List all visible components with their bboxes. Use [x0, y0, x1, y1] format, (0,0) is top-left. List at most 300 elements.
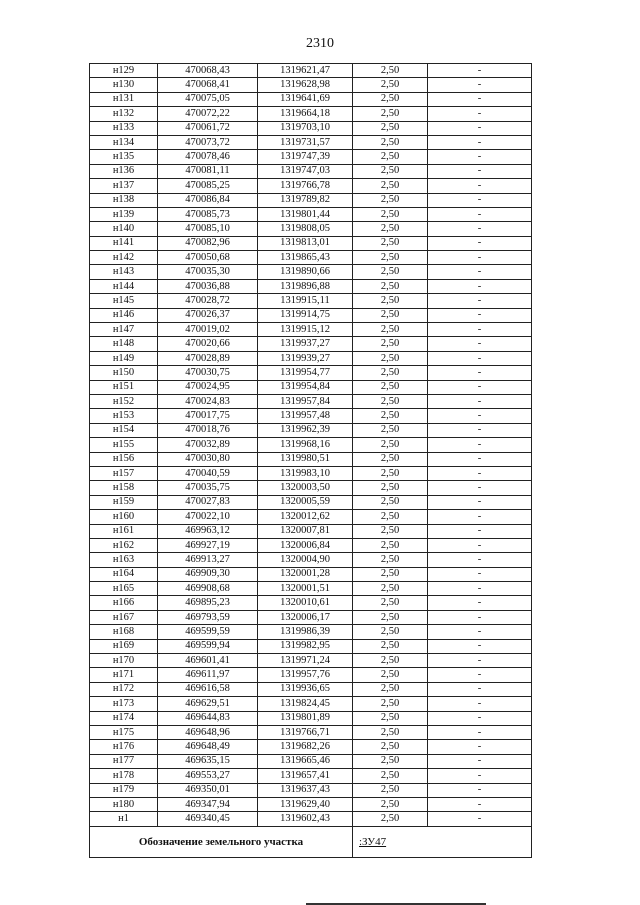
point-number-cell: н140: [90, 222, 158, 236]
table-row: [90, 769, 532, 783]
description-cell: -: [428, 582, 532, 596]
accuracy-cell: 2,50: [353, 711, 428, 725]
point-number-cell: н160: [90, 510, 158, 524]
y-coordinate-cell: 1319936,65: [258, 682, 353, 696]
y-coordinate-cell: 1319957,48: [258, 409, 353, 423]
description-cell: -: [428, 639, 532, 653]
table-row: [90, 294, 532, 308]
table-row: [90, 308, 532, 322]
description-cell: -: [428, 107, 532, 121]
x-coordinate-cell: 470072,22: [158, 107, 258, 121]
description-cell: -: [428, 797, 532, 811]
table-row: [90, 582, 532, 596]
accuracy-cell: 2,50: [353, 769, 428, 783]
x-coordinate-cell: 469635,15: [158, 754, 258, 768]
accuracy-cell: 2,50: [353, 524, 428, 538]
accuracy-cell: 2,50: [353, 423, 428, 437]
point-number-cell: н162: [90, 538, 158, 552]
y-coordinate-cell: 1319747,39: [258, 150, 353, 164]
y-coordinate-cell: 1320005,59: [258, 495, 353, 509]
table-row: [90, 438, 532, 452]
y-coordinate-cell: 1319682,26: [258, 740, 353, 754]
x-coordinate-cell: 470017,75: [158, 409, 258, 423]
table-row: [90, 725, 532, 739]
point-number-cell: н153: [90, 409, 158, 423]
y-coordinate-cell: 1319801,89: [258, 711, 353, 725]
description-cell: -: [428, 538, 532, 552]
accuracy-cell: 2,50: [353, 654, 428, 668]
y-coordinate-cell: 1319703,10: [258, 121, 353, 135]
x-coordinate-cell: 470040,59: [158, 466, 258, 480]
description-cell: -: [428, 323, 532, 337]
table-row: [90, 553, 532, 567]
accuracy-cell: 2,50: [353, 452, 428, 466]
x-coordinate-cell: 469601,41: [158, 654, 258, 668]
accuracy-cell: 2,50: [353, 107, 428, 121]
x-coordinate-cell: 470085,25: [158, 179, 258, 193]
y-coordinate-cell: 1320006,17: [258, 610, 353, 624]
description-cell: -: [428, 769, 532, 783]
accuracy-cell: 2,50: [353, 725, 428, 739]
table-row: [90, 135, 532, 149]
y-coordinate-cell: 1319602,43: [258, 812, 353, 826]
description-cell: -: [428, 510, 532, 524]
x-coordinate-cell: 470086,84: [158, 193, 258, 207]
point-number-cell: н163: [90, 553, 158, 567]
accuracy-cell: 2,50: [353, 236, 428, 250]
x-coordinate-cell: 469793,59: [158, 610, 258, 624]
accuracy-cell: 2,50: [353, 78, 428, 92]
point-number-cell: н172: [90, 682, 158, 696]
y-coordinate-cell: 1319914,75: [258, 308, 353, 322]
x-coordinate-cell: 469648,96: [158, 725, 258, 739]
accuracy-cell: 2,50: [353, 164, 428, 178]
description-cell: -: [428, 711, 532, 725]
point-number-cell: н130: [90, 78, 158, 92]
y-coordinate-cell: 1319968,16: [258, 438, 353, 452]
y-coordinate-cell: 1319641,69: [258, 92, 353, 106]
x-coordinate-cell: 470073,72: [158, 135, 258, 149]
point-number-cell: н178: [90, 769, 158, 783]
x-coordinate-cell: 470068,43: [158, 64, 258, 78]
accuracy-cell: 2,50: [353, 754, 428, 768]
description-cell: -: [428, 725, 532, 739]
table-row: [90, 423, 532, 437]
table-row: [90, 466, 532, 480]
y-coordinate-cell: 1319789,82: [258, 193, 353, 207]
accuracy-cell: 2,50: [353, 279, 428, 293]
point-number-cell: н129: [90, 64, 158, 78]
point-number-cell: н179: [90, 783, 158, 797]
coordinates-table: [89, 63, 532, 858]
point-number-cell: н170: [90, 654, 158, 668]
accuracy-cell: 2,50: [353, 265, 428, 279]
description-cell: -: [428, 121, 532, 135]
point-number-cell: н143: [90, 265, 158, 279]
accuracy-cell: 2,50: [353, 553, 428, 567]
point-number-cell: н131: [90, 92, 158, 106]
point-number-cell: н155: [90, 438, 158, 452]
table-row: [90, 610, 532, 624]
point-number-cell: н139: [90, 207, 158, 221]
point-number-cell: н152: [90, 394, 158, 408]
table-row: [90, 409, 532, 423]
point-number-cell: н167: [90, 610, 158, 624]
point-number-cell: н159: [90, 495, 158, 509]
x-coordinate-cell: 470050,68: [158, 251, 258, 265]
y-coordinate-cell: 1319865,43: [258, 251, 353, 265]
description-cell: -: [428, 380, 532, 394]
description-cell: -: [428, 553, 532, 567]
description-cell: -: [428, 754, 532, 768]
x-coordinate-cell: 470030,75: [158, 366, 258, 380]
description-cell: -: [428, 308, 532, 322]
accuracy-cell: 2,50: [353, 438, 428, 452]
accuracy-cell: 2,50: [353, 682, 428, 696]
y-coordinate-cell: 1319954,84: [258, 380, 353, 394]
table-row: [90, 150, 532, 164]
x-coordinate-cell: 469599,94: [158, 639, 258, 653]
point-number-cell: н146: [90, 308, 158, 322]
accuracy-cell: 2,50: [353, 337, 428, 351]
x-coordinate-cell: 470035,30: [158, 265, 258, 279]
table-row: [90, 797, 532, 811]
x-coordinate-cell: 470036,88: [158, 279, 258, 293]
accuracy-cell: 2,50: [353, 625, 428, 639]
table-row: [90, 596, 532, 610]
description-cell: -: [428, 409, 532, 423]
y-coordinate-cell: 1320010,61: [258, 596, 353, 610]
land-plot-row: [90, 826, 532, 857]
accuracy-cell: 2,50: [353, 797, 428, 811]
point-number-cell: н173: [90, 697, 158, 711]
accuracy-cell: 2,50: [353, 466, 428, 480]
accuracy-cell: 2,50: [353, 510, 428, 524]
y-coordinate-cell: 1319962,39: [258, 423, 353, 437]
description-cell: -: [428, 697, 532, 711]
x-coordinate-cell: 470068,41: [158, 78, 258, 92]
table-row: [90, 78, 532, 92]
y-coordinate-cell: 1319957,76: [258, 668, 353, 682]
description-cell: -: [428, 567, 532, 581]
point-number-cell: н135: [90, 150, 158, 164]
coordinates-table-body: [90, 64, 532, 827]
x-coordinate-cell: 469909,30: [158, 567, 258, 581]
x-coordinate-cell: 470078,46: [158, 150, 258, 164]
y-coordinate-cell: 1320012,62: [258, 510, 353, 524]
description-cell: -: [428, 495, 532, 509]
point-number-cell: н134: [90, 135, 158, 149]
accuracy-cell: 2,50: [353, 610, 428, 624]
y-coordinate-cell: 1320006,84: [258, 538, 353, 552]
description-cell: -: [428, 668, 532, 682]
table-row: [90, 193, 532, 207]
x-coordinate-cell: 470022,10: [158, 510, 258, 524]
description-cell: -: [428, 625, 532, 639]
y-coordinate-cell: 1319813,01: [258, 236, 353, 250]
table-row: [90, 654, 532, 668]
point-number-cell: н154: [90, 423, 158, 437]
point-number-cell: н157: [90, 466, 158, 480]
table-row: [90, 481, 532, 495]
y-coordinate-cell: 1319731,57: [258, 135, 353, 149]
point-number-cell: н144: [90, 279, 158, 293]
description-cell: -: [428, 135, 532, 149]
table-row: [90, 812, 532, 826]
y-coordinate-cell: 1319766,71: [258, 725, 353, 739]
description-cell: -: [428, 438, 532, 452]
table-row: [90, 351, 532, 365]
y-coordinate-cell: 1319801,44: [258, 207, 353, 221]
accuracy-cell: 2,50: [353, 323, 428, 337]
description-cell: -: [428, 783, 532, 797]
point-number-cell: н138: [90, 193, 158, 207]
description-cell: -: [428, 366, 532, 380]
x-coordinate-cell: 470032,89: [158, 438, 258, 452]
x-coordinate-cell: 470085,10: [158, 222, 258, 236]
y-coordinate-cell: 1319915,12: [258, 323, 353, 337]
x-coordinate-cell: 470024,95: [158, 380, 258, 394]
y-coordinate-cell: 1319824,45: [258, 697, 353, 711]
point-number-cell: н147: [90, 323, 158, 337]
x-coordinate-cell: 470026,37: [158, 308, 258, 322]
point-number-cell: н176: [90, 740, 158, 754]
x-coordinate-cell: 470027,83: [158, 495, 258, 509]
point-number-cell: н177: [90, 754, 158, 768]
accuracy-cell: 2,50: [353, 783, 428, 797]
y-coordinate-cell: 1320004,90: [258, 553, 353, 567]
point-number-cell: н175: [90, 725, 158, 739]
accuracy-cell: 2,50: [353, 481, 428, 495]
accuracy-cell: 2,50: [353, 812, 428, 826]
description-cell: -: [428, 682, 532, 696]
table-row: [90, 92, 532, 106]
table-row: [90, 323, 532, 337]
y-coordinate-cell: 1319629,40: [258, 797, 353, 811]
point-number-cell: н180: [90, 797, 158, 811]
table-row: [90, 567, 532, 581]
table-row: [90, 524, 532, 538]
description-cell: -: [428, 164, 532, 178]
accuracy-cell: 2,50: [353, 92, 428, 106]
point-number-cell: н132: [90, 107, 158, 121]
accuracy-cell: 2,50: [353, 135, 428, 149]
point-number-cell: н168: [90, 625, 158, 639]
x-coordinate-cell: 469908,68: [158, 582, 258, 596]
y-coordinate-cell: 1319939,27: [258, 351, 353, 365]
accuracy-cell: 2,50: [353, 121, 428, 135]
description-cell: -: [428, 740, 532, 754]
table-row: [90, 107, 532, 121]
point-number-cell: н141: [90, 236, 158, 250]
y-coordinate-cell: 1319621,47: [258, 64, 353, 78]
y-coordinate-cell: 1320001,51: [258, 582, 353, 596]
description-cell: -: [428, 265, 532, 279]
table-row: [90, 121, 532, 135]
point-number-cell: н145: [90, 294, 158, 308]
point-number-cell: н149: [90, 351, 158, 365]
description-cell: -: [428, 279, 532, 293]
y-coordinate-cell: 1319896,88: [258, 279, 353, 293]
point-number-cell: н166: [90, 596, 158, 610]
table-row: [90, 207, 532, 221]
description-cell: -: [428, 452, 532, 466]
point-number-cell: н142: [90, 251, 158, 265]
accuracy-cell: 2,50: [353, 294, 428, 308]
point-number-cell: н156: [90, 452, 158, 466]
description-cell: -: [428, 92, 532, 106]
y-coordinate-cell: 1319664,18: [258, 107, 353, 121]
x-coordinate-cell: 470024,83: [158, 394, 258, 408]
x-coordinate-cell: 470030,80: [158, 452, 258, 466]
accuracy-cell: 2,50: [353, 222, 428, 236]
land-plot-label: Обозначение земельного участка: [90, 826, 353, 857]
point-number-cell: н151: [90, 380, 158, 394]
x-coordinate-cell: 470018,76: [158, 423, 258, 437]
table-row: [90, 164, 532, 178]
description-cell: -: [428, 351, 532, 365]
table-row: [90, 754, 532, 768]
accuracy-cell: 2,50: [353, 150, 428, 164]
x-coordinate-cell: 469347,94: [158, 797, 258, 811]
table-row: [90, 783, 532, 797]
table-row: [90, 222, 532, 236]
description-cell: -: [428, 466, 532, 480]
x-coordinate-cell: 470085,73: [158, 207, 258, 221]
y-coordinate-cell: 1319665,46: [258, 754, 353, 768]
description-cell: -: [428, 654, 532, 668]
y-coordinate-cell: 1320003,50: [258, 481, 353, 495]
description-cell: -: [428, 337, 532, 351]
table-row: [90, 682, 532, 696]
y-coordinate-cell: 1319915,11: [258, 294, 353, 308]
table-row: [90, 452, 532, 466]
table-row: [90, 337, 532, 351]
table-row: [90, 64, 532, 78]
description-cell: -: [428, 222, 532, 236]
description-cell: -: [428, 294, 532, 308]
point-number-cell: н164: [90, 567, 158, 581]
accuracy-cell: 2,50: [353, 582, 428, 596]
point-number-cell: н171: [90, 668, 158, 682]
table-row: [90, 510, 532, 524]
accuracy-cell: 2,50: [353, 596, 428, 610]
y-coordinate-cell: 1319971,24: [258, 654, 353, 668]
table-row: [90, 639, 532, 653]
y-coordinate-cell: 1319954,77: [258, 366, 353, 380]
x-coordinate-cell: 469553,27: [158, 769, 258, 783]
accuracy-cell: 2,50: [353, 409, 428, 423]
description-cell: -: [428, 179, 532, 193]
accuracy-cell: 2,50: [353, 394, 428, 408]
description-cell: -: [428, 236, 532, 250]
x-coordinate-cell: 469648,49: [158, 740, 258, 754]
y-coordinate-cell: 1319657,41: [258, 769, 353, 783]
table-row: [90, 538, 532, 552]
y-coordinate-cell: 1319980,51: [258, 452, 353, 466]
accuracy-cell: 2,50: [353, 639, 428, 653]
accuracy-cell: 2,50: [353, 380, 428, 394]
y-coordinate-cell: 1319747,03: [258, 164, 353, 178]
table-row: [90, 495, 532, 509]
y-coordinate-cell: 1320001,28: [258, 567, 353, 581]
description-cell: -: [428, 524, 532, 538]
x-coordinate-cell: 470061,72: [158, 121, 258, 135]
x-coordinate-cell: 469963,12: [158, 524, 258, 538]
table-row: [90, 251, 532, 265]
accuracy-cell: 2,50: [353, 567, 428, 581]
accuracy-cell: 2,50: [353, 308, 428, 322]
description-cell: -: [428, 394, 532, 408]
y-coordinate-cell: 1319628,98: [258, 78, 353, 92]
x-coordinate-cell: 469350,01: [158, 783, 258, 797]
x-coordinate-cell: 470082,96: [158, 236, 258, 250]
table-row: [90, 366, 532, 380]
x-coordinate-cell: 469927,19: [158, 538, 258, 552]
table-row: [90, 380, 532, 394]
point-number-cell: н1: [90, 812, 158, 826]
x-coordinate-cell: 470035,75: [158, 481, 258, 495]
x-coordinate-cell: 469616,58: [158, 682, 258, 696]
accuracy-cell: 2,50: [353, 668, 428, 682]
table-row: [90, 279, 532, 293]
point-number-cell: н150: [90, 366, 158, 380]
point-number-cell: н137: [90, 179, 158, 193]
table-row: [90, 394, 532, 408]
description-cell: -: [428, 481, 532, 495]
accuracy-cell: 2,50: [353, 351, 428, 365]
x-coordinate-cell: 469599,59: [158, 625, 258, 639]
accuracy-cell: 2,50: [353, 179, 428, 193]
table-row: [90, 711, 532, 725]
y-coordinate-cell: 1319890,66: [258, 265, 353, 279]
y-coordinate-cell: 1319957,84: [258, 394, 353, 408]
accuracy-cell: 2,50: [353, 538, 428, 552]
accuracy-cell: 2,50: [353, 207, 428, 221]
y-coordinate-cell: 1319982,95: [258, 639, 353, 653]
x-coordinate-cell: 470019,02: [158, 323, 258, 337]
x-coordinate-cell: 469611,97: [158, 668, 258, 682]
description-cell: -: [428, 610, 532, 624]
accuracy-cell: 2,50: [353, 64, 428, 78]
x-coordinate-cell: 470028,89: [158, 351, 258, 365]
table-row: [90, 625, 532, 639]
description-cell: -: [428, 596, 532, 610]
accuracy-cell: 2,50: [353, 366, 428, 380]
description-cell: -: [428, 812, 532, 826]
y-coordinate-cell: 1319808,05: [258, 222, 353, 236]
description-cell: -: [428, 150, 532, 164]
point-number-cell: н161: [90, 524, 158, 538]
description-cell: -: [428, 64, 532, 78]
description-cell: -: [428, 193, 532, 207]
point-number-cell: н133: [90, 121, 158, 135]
y-coordinate-cell: 1319983,10: [258, 466, 353, 480]
accuracy-cell: 2,50: [353, 251, 428, 265]
description-cell: -: [428, 251, 532, 265]
table-row: [90, 697, 532, 711]
point-number-cell: н136: [90, 164, 158, 178]
table-row: [90, 236, 532, 250]
page-number: 2310: [306, 36, 334, 51]
x-coordinate-cell: 470081,11: [158, 164, 258, 178]
x-coordinate-cell: 470020,66: [158, 337, 258, 351]
x-coordinate-cell: 469913,27: [158, 553, 258, 567]
accuracy-cell: 2,50: [353, 193, 428, 207]
x-coordinate-cell: 470075,05: [158, 92, 258, 106]
description-cell: -: [428, 78, 532, 92]
y-coordinate-cell: 1319766,78: [258, 179, 353, 193]
